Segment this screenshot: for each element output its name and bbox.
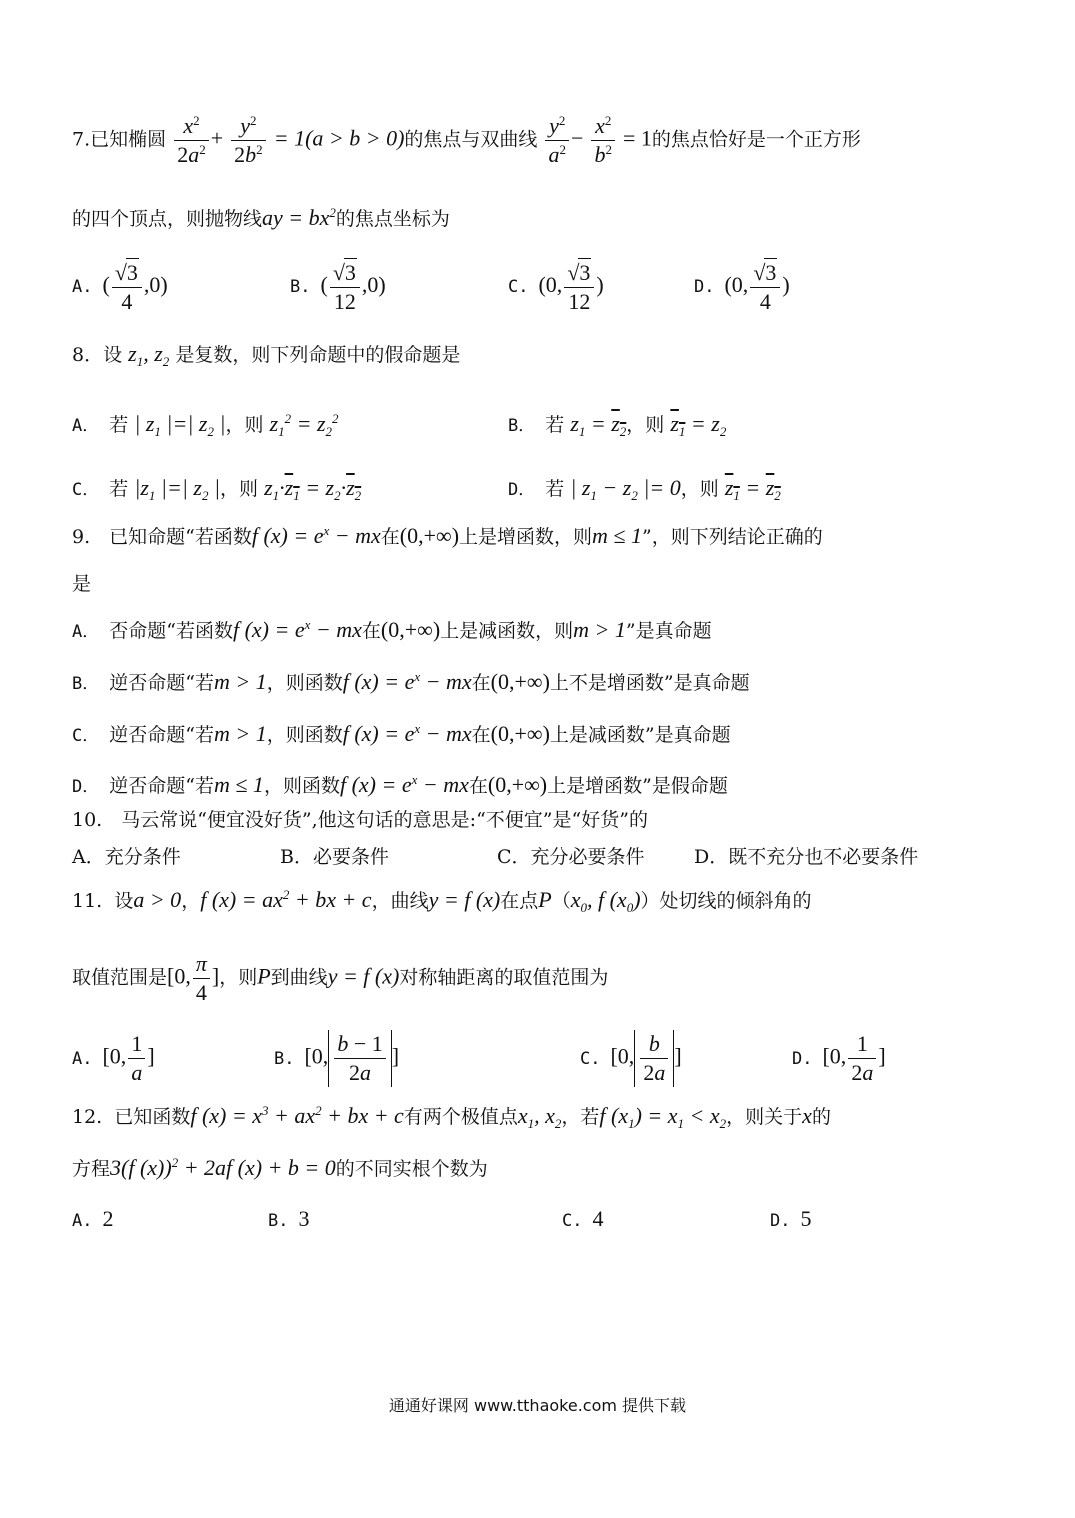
q9-option-a: A． 否命题“若函数f $(x) = e^x$ − mx在(0,+∞)上是减函数，则m > 1”是真命题 [72,617,712,642]
q8-option-a: A． 若 | $z_1$ |=| $z_2$ |，则 $z_1^2 = z_2^2$ [72,411,339,439]
question-number: 7. [72,128,91,151]
fraction: $\frac{x^2}{2a^2}$ [174,112,209,169]
q12-option-a: A. 2 [72,1206,114,1231]
q11-option-a: A. [0, $\frac{1}{a}$ ] [72,1031,155,1085]
q8-stem: 8．设 $z_1$, $z_2$ 是复数，则下列命题中的假命题是 [72,341,461,369]
q8-option-b: B． 若 $z_1 = z_2$，则 $z_1 = z_2$ [508,411,727,439]
q10-option-d: D．既不充分也不必要条件 [694,846,919,868]
q9-stem-line2: 是 [72,573,92,595]
fraction: $\frac{\pi}{4}$ [193,950,210,1007]
page-footer: 通通好课网 www.tthaoke.com 提供下载 [388,1396,687,1415]
fraction: $\frac{√3}{4}$ [112,258,142,316]
q12-option-d: D. 5 [770,1206,812,1231]
q12-option-b: B. 3 [268,1206,310,1231]
q11-line1: 11. 设a > 0，f $(x) = ax^2$ + bx + c，曲线y = f (x)在点$P(x_0$, f $(x_0)$）处切线的倾斜角的 [72,887,812,915]
math-expression: ay = $bx^2$ [262,205,336,230]
q7-line1: 7.已知椭圆 $\frac{x^2}{2a^2}$ + $\frac{y^2}{2b^2}$ = 1(a > b > 0)的焦点与双曲线 $\frac{y^2}{a^2}$ − $\frac{x^2}{b^2}$ = 1的焦点恰好是一个正方形 [72,113,861,167]
fraction: $\frac{√3}{12}$ [330,258,360,316]
q7-option-c: C. (0, $\frac{√3}{12}$ ) [508,260,604,314]
q7-option-d: D. (0, $\frac{√3}{4}$ ) [694,260,790,314]
q9-stem-line1: 9. 已知命题“若函数f $(x) = e^x$ − mx在(0,+∞)上是增函数，则m ≤ 1”，则下列结论正确的 [72,523,823,548]
fraction: $\frac{√3}{12}$ [564,258,594,316]
q9-option-d: D． 逆否命题“若m ≤ 1，则函数f $(x) = e^x$ − mx在(0,+∞)上是增函数”是假命题 [72,772,728,797]
q8-option-c: C． 若 $|z_1$ |=| $z_2$ |，则 $z_1\cdot z_1 = z_2\cdot z_2$ [72,475,362,503]
q7-option-a: A. ( $\frac{√3}{4}$ ,0) [72,260,168,314]
q12-line1: 12. 已知函数f $(x) = x^3 + ax^2$ + bx + c有两个极值点$x_1$, $x_2$，若f $(x_1) = x_1 < x_2$，则关于x的 [72,1103,831,1131]
math-expression: = 1(a > b > 0) [273,125,405,151]
q8-option-d: D． 若 | $z_1 - z_2$ |= 0，则 $z_1 = z_2$ [508,475,781,503]
q10-stem: 10. 马云常说“便宜没好货”,他这句话的意思是:“不便宜”是“好货”的 [72,809,648,831]
q10-option-a: A．充分条件 [72,846,181,868]
q9-option-b: B． 逆否命题“若m > 1，则函数f $(x) = e^x$ − mx在(0,+∞)上不是增函数”是真命题 [72,669,750,694]
fraction: $\frac{y^2}{a^2}$ [545,112,569,169]
q12-option-c: C. 4 [562,1206,604,1231]
q10-option-c: C．充分必要条件 [497,846,645,868]
fraction: $\frac{x^2}{b^2}$ [591,112,615,169]
q7-option-b: B. ( $\frac{√3}{12}$ ,0) [290,260,386,314]
q7-line2: 的四个顶点，则抛物线ay = $bx^2$的焦点坐标为 [72,205,450,230]
q10-option-b: B．必要条件 [280,846,389,868]
q11-option-b: B. [0, $\frac{b - 1}{2a}$ ] [274,1031,400,1085]
q11-option-d: D. [0, $\frac{1}{2a}$ ] [792,1031,886,1085]
math-expression: $z_1$, $z_2$ [128,341,170,369]
math-expression: = 1 [623,125,652,151]
fraction: $\frac{√3}{4}$ [750,258,780,316]
fraction: $\frac{y^2}{2b^2}$ [231,112,266,169]
q11-option-c: C. [0, $\frac{b}{2a}$ ] [580,1031,682,1085]
q12-line2: 方程3(f (x))$^2$ + 2af (x) + b = 0的不同实根个数为 [72,1155,488,1180]
q9-option-c: C． 逆否命题“若m > 1，则函数f $(x) = e^x$ − mx在(0,+∞)上是减函数”是真命题 [72,721,731,746]
q11-line2: 取值范围是[0, $\frac{\pi}{4}$ ]，则P到曲线y = f (x)对称轴距离的取值范围为 [72,951,609,1005]
